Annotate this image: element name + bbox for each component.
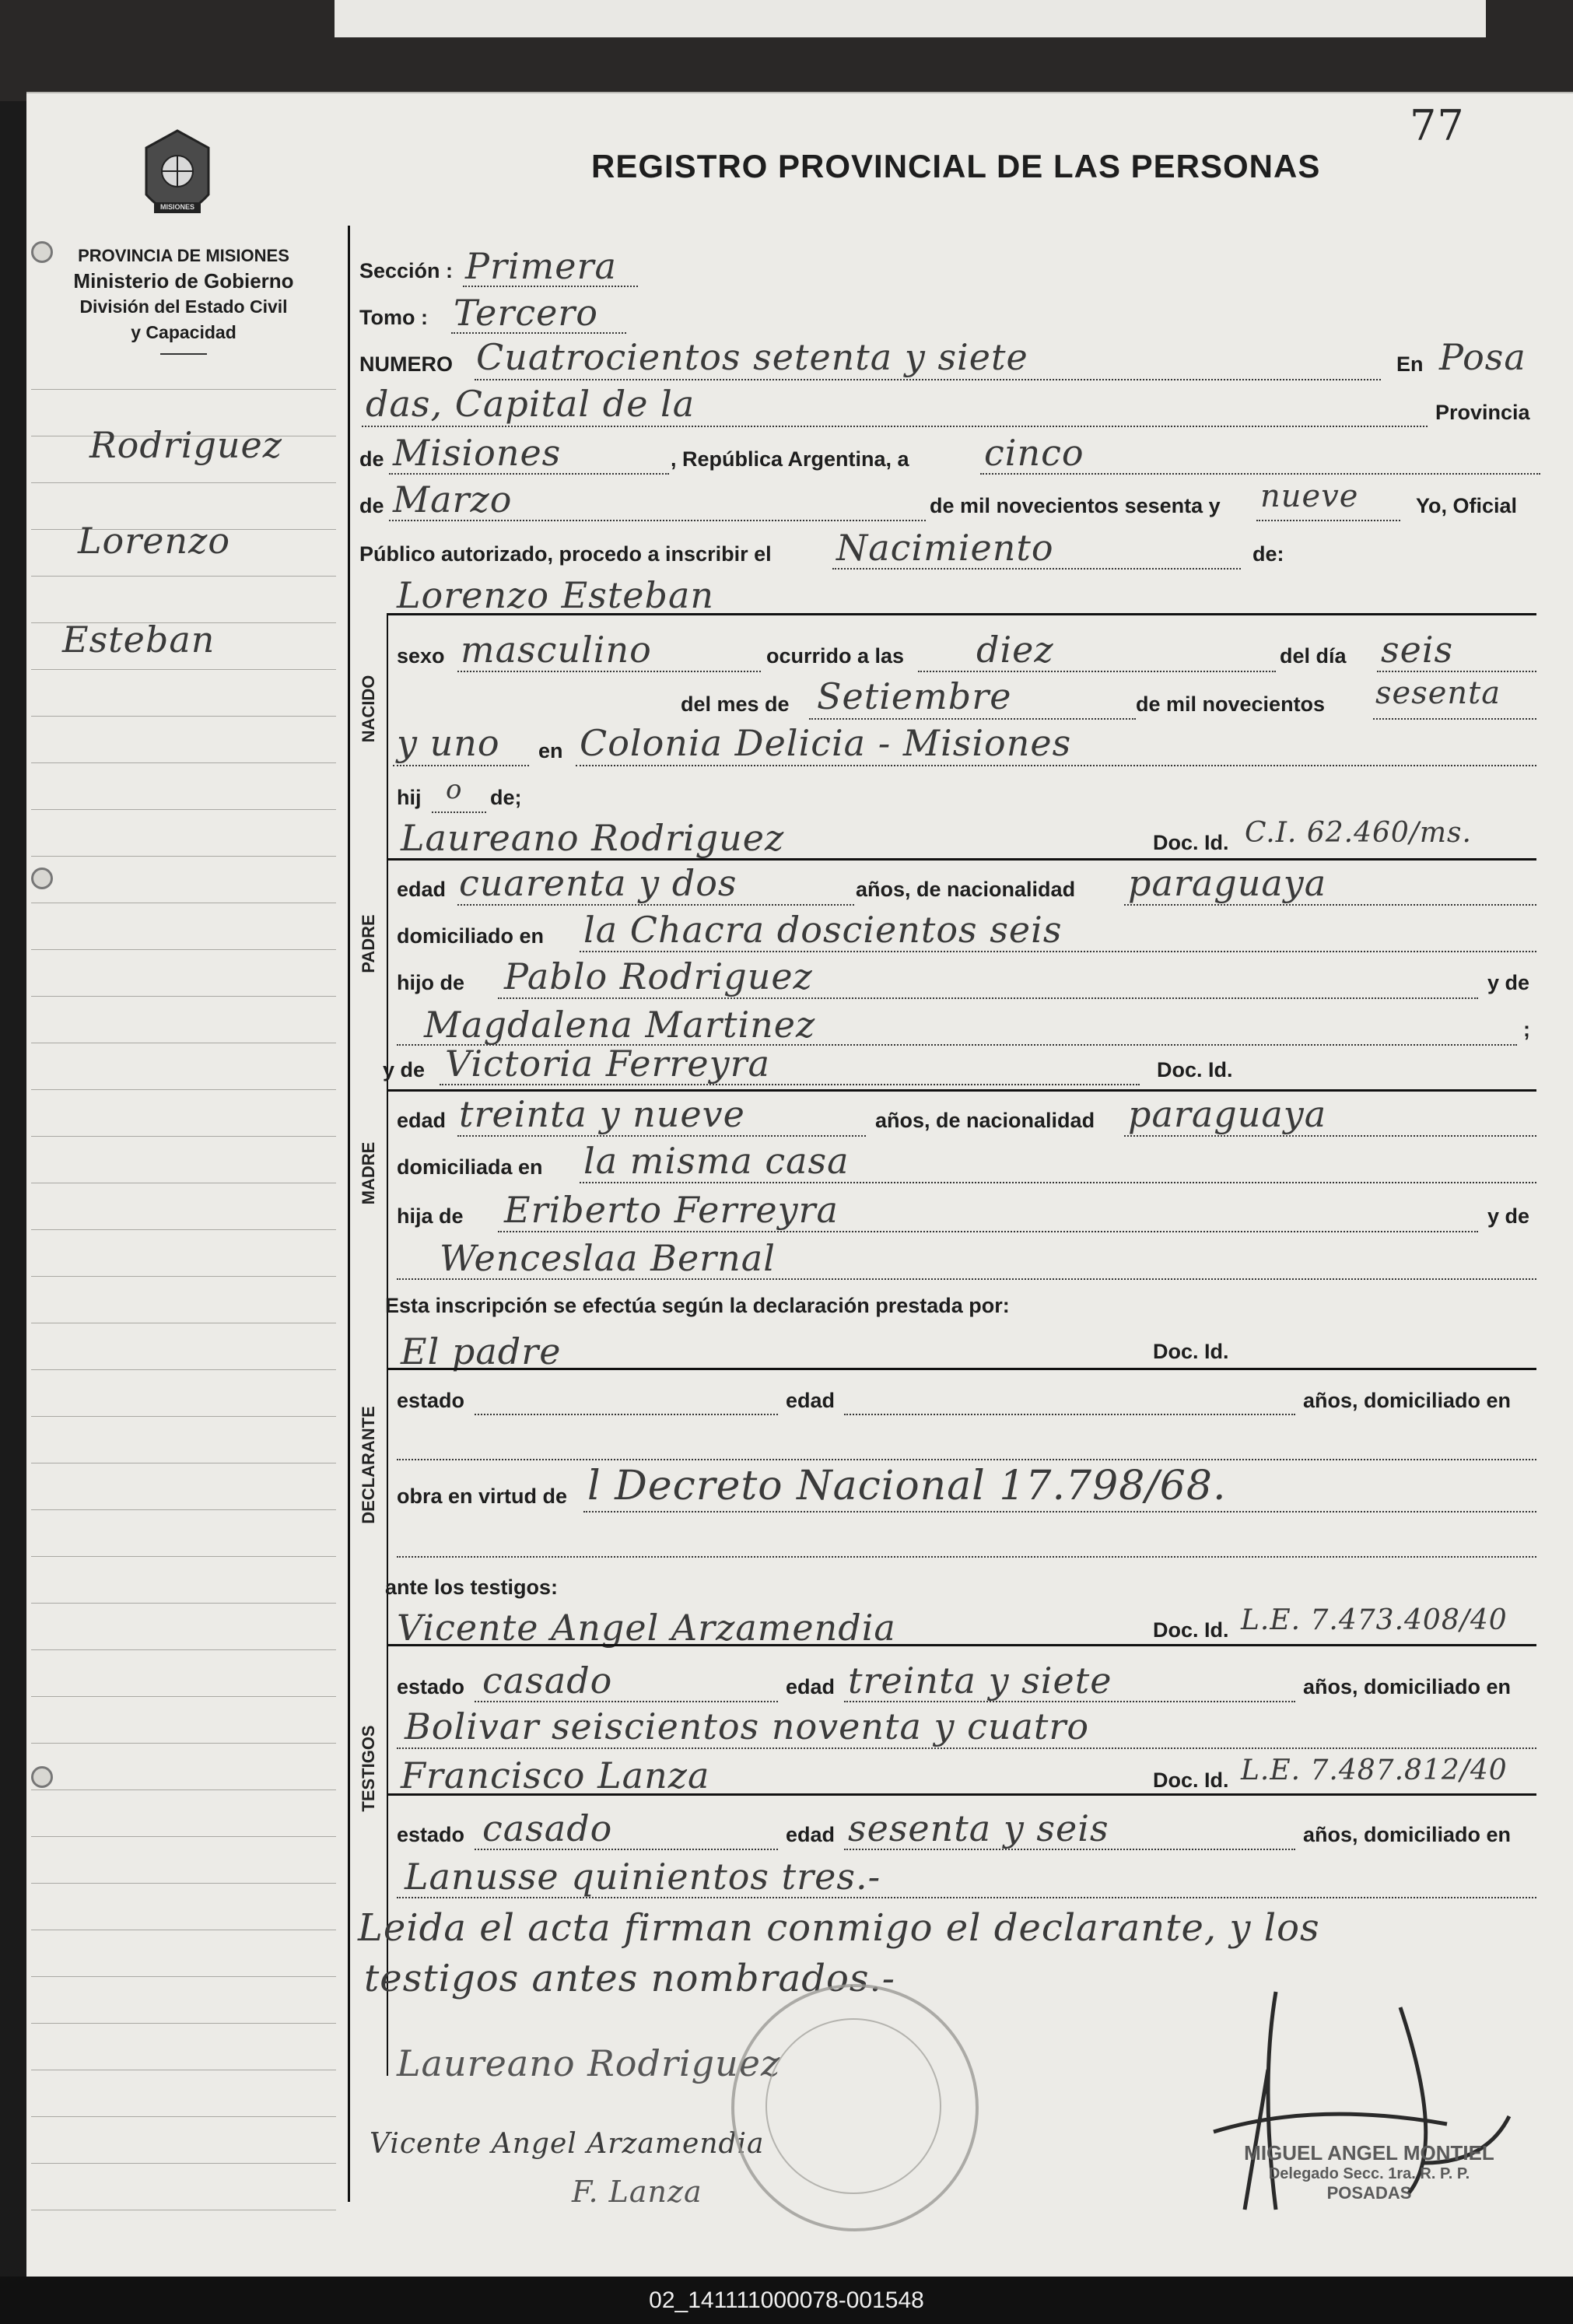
mother-nac-value: paraguaya: [1128, 1093, 1327, 1135]
act-month-value: Marzo: [393, 478, 513, 521]
ruled-line: [31, 1883, 336, 1884]
tomo-label: Tomo :: [359, 306, 428, 329]
mother-edad-value: treinta y nueve: [459, 1093, 745, 1135]
witness1-estado-label: estado: [397, 1675, 465, 1698]
act-type-value: Nacimiento: [836, 527, 1054, 569]
witness2-doc-value: L.E. 7.487.812/40: [1241, 1754, 1508, 1786]
father-nac-label: años, de nacionalidad: [856, 878, 1076, 901]
side-label-padre: PADRE: [359, 914, 378, 973]
margin-first-name: Lorenzo: [78, 520, 231, 562]
margin-surname: Rodriguez: [89, 424, 283, 466]
witness2-dom-label: años, domiciliado en: [1303, 1823, 1512, 1846]
declarant-doc-label: Doc. Id.: [1153, 1340, 1229, 1363]
father-semicolon: ;: [1523, 1018, 1530, 1041]
signature-father: Laureano Rodriguez: [397, 2042, 781, 2084]
en-label: En: [1396, 352, 1424, 376]
father-mother-value: Magdalena Martinez: [424, 1004, 816, 1046]
sexo-label: sexo: [397, 644, 445, 668]
ruled-line: [31, 996, 336, 997]
signature-witness1: Vicente Angel Arzamendia: [370, 2128, 765, 2160]
issuer-division: División del Estado Civil: [79, 296, 288, 317]
ruled-line: [31, 1509, 336, 1510]
numero-value: Cuatrocientos setenta y siete: [476, 336, 1028, 378]
witness2-estado-label: estado: [397, 1823, 465, 1846]
footer-id: 02_141111000078-001548: [649, 2287, 924, 2313]
ruled-line: [31, 716, 336, 717]
ruled-line: [31, 389, 336, 390]
ruled-line: [31, 949, 336, 950]
mother-dom-value: la misma casa: [583, 1140, 850, 1182]
document-page: [26, 92, 1573, 2278]
mother-y-de-label-2: y de: [1487, 1204, 1530, 1228]
ruled-line: [31, 1229, 336, 1230]
main-left-rule: [348, 226, 350, 2202]
ruled-line: [31, 482, 336, 483]
signature-witness2: F. Lanza: [572, 2175, 702, 2209]
year-value-b: y uno: [397, 722, 500, 764]
binder-hole: [31, 1766, 53, 1788]
closing-line-1: Leida el acta firman conmigo el declarante, y los: [358, 1906, 1320, 1950]
witness2-edad-value: sesenta y seis: [848, 1807, 1109, 1849]
father-hijo-de-label: hijo de: [397, 971, 464, 994]
father-nac-value: paraguaya: [1128, 862, 1327, 904]
ruled-line: [31, 1089, 336, 1090]
witness1-doc-value: L.E. 7.473.408/40: [1241, 1604, 1508, 1636]
hora-value: diez: [976, 629, 1054, 671]
ruled-line: [31, 1976, 336, 1977]
de-label: de: [359, 447, 384, 471]
ruled-line: [31, 1789, 336, 1790]
issuer-block: [31, 243, 336, 355]
mother-edad-label: edad: [397, 1109, 447, 1132]
page-number: 77: [1410, 101, 1465, 150]
mother-dom-label: domiciliada en: [397, 1155, 543, 1179]
father-doc-value: C.I. 62.460/ms.: [1245, 817, 1472, 849]
child-name: Lorenzo Esteban: [397, 574, 715, 616]
witness1-name: Vicente Angel Arzamendia: [397, 1607, 896, 1649]
de-colon-label: de:: [1252, 542, 1284, 566]
seccion-label: Sección :: [359, 259, 454, 282]
hij-suffix: o: [446, 774, 463, 805]
official-title: Delegado Secc. 1ra. R. P. P.: [1268, 2165, 1470, 2182]
mother-mother-value: Wenceslaa Bernal: [440, 1237, 776, 1279]
father-father-value: Pablo Rodriguez: [504, 955, 813, 997]
witness2-dom-value: Lanusse quinientos tres.-: [405, 1856, 881, 1898]
del-dia-label: del día: [1280, 644, 1347, 668]
ruled-line: [31, 762, 336, 763]
obra-label: obra en virtud de: [397, 1484, 568, 1508]
ruled-line: [31, 669, 336, 670]
ruled-line: [31, 1696, 336, 1697]
official-signature: [1120, 1976, 1525, 2249]
ruled-line: [31, 576, 336, 577]
mother-name: Victoria Ferreyra: [445, 1043, 771, 1085]
ruled-line: [31, 1836, 336, 1837]
del-mes-label: del mes de: [681, 692, 790, 716]
father-dom-value: la Chacra doscientos seis: [583, 909, 1063, 951]
official-round-stamp: [731, 1984, 979, 2231]
tomo-value: Tercero: [454, 292, 598, 334]
father-dom-label: domiciliado en: [397, 924, 545, 948]
ruled-line: [31, 856, 336, 857]
inscripcion-label: Esta inscripción se efectúa según la declaración prestada por:: [385, 1294, 1010, 1317]
official-name: MIGUEL ANGEL MONTIEL: [1244, 2141, 1494, 2165]
mother-doc-label: Doc. Id.: [1157, 1058, 1233, 1081]
section-rule: [387, 613, 388, 2076]
act-year-value: nueve: [1260, 478, 1359, 514]
birthplace-value: Colonia Delicia - Misiones: [580, 722, 1072, 764]
ruled-line: [31, 1369, 336, 1370]
witness1-doc-label: Doc. Id.: [1153, 1618, 1229, 1642]
de-semi-label: de;: [490, 786, 522, 809]
father-doc-label: Doc. Id.: [1153, 831, 1229, 854]
declarant-value: El padre: [401, 1330, 562, 1372]
witness1-dom-value: Bolivar seiscientos noventa y cuatro: [405, 1705, 1090, 1747]
father-edad-label: edad: [397, 878, 447, 901]
ruled-line: [31, 1136, 336, 1137]
numero-label: NUMERO: [359, 352, 453, 376]
underlying-page: [335, 0, 1486, 37]
witness2-estado-value: casado: [482, 1807, 613, 1849]
mother-y-de-label: y de: [383, 1058, 426, 1081]
official-stamp: [1217, 2141, 1521, 2203]
ruled-line: [31, 1649, 336, 1650]
binder-hole: [31, 868, 53, 889]
act-day-value: cinco: [984, 432, 1084, 474]
witness2-doc-label: Doc. Id.: [1153, 1768, 1229, 1792]
ruled-line: [31, 1276, 336, 1277]
year-value-a: sesenta: [1375, 675, 1501, 711]
decreto-value: l Decreto Nacional 17.798/68.: [587, 1463, 1227, 1509]
mother-nac-label: años, de nacionalidad: [875, 1109, 1095, 1132]
en-lower-label: en: [538, 739, 563, 762]
ruled-line: [31, 2023, 336, 2024]
ruled-line: [31, 2116, 336, 2117]
mother-father-value: Eriberto Ferreyra: [504, 1189, 839, 1231]
witness1-estado-value: casado: [482, 1660, 613, 1702]
republica-label: , República Argentina, a: [671, 447, 909, 471]
publico-label: Público autorizado, procedo a inscribir el: [359, 542, 772, 566]
dia-value: seis: [1381, 629, 1454, 671]
side-label-madre: MADRE: [359, 1141, 378, 1205]
side-label-testigos: TESTIGOS: [359, 1725, 378, 1812]
closing-line-2: testigos antes nombrados.-: [364, 1957, 895, 2000]
official-city: POSADAS: [1326, 2183, 1412, 2203]
declarant-dom-label: años, domiciliado en: [1303, 1389, 1512, 1412]
witness1-dom-label: años, domiciliado en: [1303, 1675, 1512, 1698]
ruled-line: [31, 2163, 336, 2164]
ruled-line: [31, 809, 336, 810]
issuer-ministry: Ministerio de Gobierno: [73, 269, 294, 293]
ruled-line: [31, 1743, 336, 1744]
margin-second-name: Esteban: [62, 619, 215, 661]
provincial-seal: [138, 124, 216, 233]
ocurrido-label: ocurrido a las: [766, 644, 905, 668]
provincia-label: Provincia: [1435, 401, 1530, 424]
father-y-de-label: y de: [1487, 971, 1530, 994]
father-edad-value: cuarenta y dos: [459, 862, 737, 904]
de-label-2: de: [359, 494, 384, 517]
mother-hija-de-label: hija de: [397, 1204, 464, 1228]
city-part1: Posa: [1439, 336, 1526, 378]
mil-nov-label: de mil novecientos sesenta y: [930, 494, 1221, 517]
province-value: Misiones: [393, 432, 562, 474]
yo-oficial-label: Yo, Oficial: [1416, 494, 1518, 517]
side-label-declarante: DECLARANTE: [359, 1406, 378, 1524]
declarant-estado-label: estado: [397, 1389, 465, 1412]
side-label-nacido: NACIDO: [359, 675, 378, 743]
mil-nov-label-2: de mil novecientos: [1136, 692, 1326, 716]
city-part2: das, Capital de la: [366, 383, 695, 425]
father-name: Laureano Rodriguez: [401, 817, 785, 859]
sexo-value: masculino: [461, 629, 652, 671]
seccion-value: Primera: [465, 245, 617, 287]
ante-label: ante los testigos:: [385, 1576, 559, 1599]
ruled-line: [31, 1556, 336, 1557]
page-title: REGISTRO PROVINCIAL DE LAS PERSONAS: [591, 148, 1321, 184]
ruled-line: [31, 1416, 336, 1417]
mes-value: Setiembre: [817, 675, 1012, 717]
witness1-edad-label: edad: [786, 1675, 836, 1698]
declarant-edad-label: edad: [786, 1389, 836, 1412]
witness2-edad-label: edad: [786, 1823, 836, 1846]
issuer-province: PROVINCIA DE MISIONES: [78, 246, 289, 265]
hij-label: hij: [397, 786, 422, 809]
ruled-line: [31, 1603, 336, 1604]
issuer-capacity: y Capacidad: [131, 322, 236, 342]
seal-banner: MISIONES: [159, 203, 194, 211]
witness2-name: Francisco Lanza: [401, 1754, 710, 1796]
witness1-edad-value: treinta y siete: [848, 1660, 1112, 1702]
